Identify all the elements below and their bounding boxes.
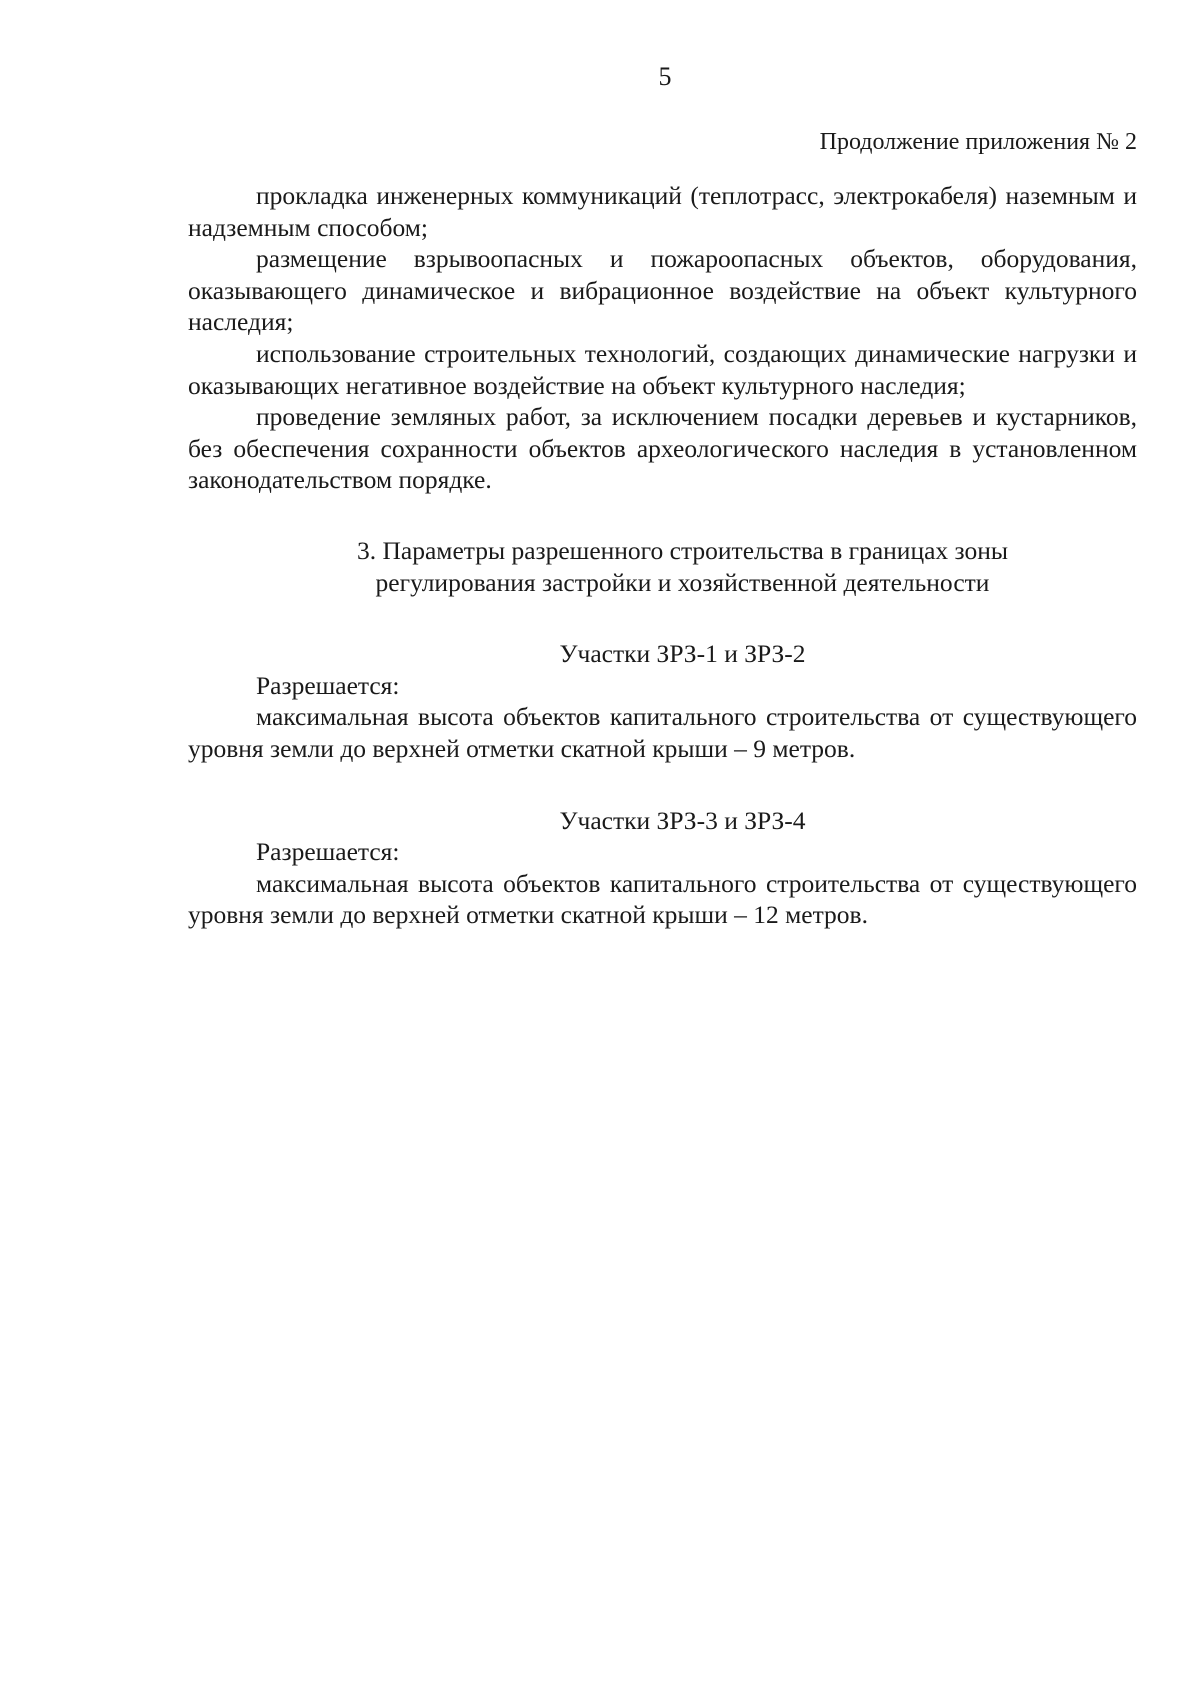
section-heading-line-1: 3. Параметры разрешенного строительства в границах зоны bbox=[357, 535, 1008, 565]
restriction-paragraph: размещение взрывоопасных и пожароопасных объектов, оборудования, оказывающего динамическое и вибрационное воздействие на объект культурного наследия; bbox=[188, 244, 1137, 337]
zone-heading: Участки ЗРЗ-3 и ЗРЗ-4 bbox=[559, 805, 806, 835]
page-number: 5 bbox=[658, 62, 672, 91]
zone-heading: Участки ЗРЗ-1 и ЗРЗ-2 bbox=[559, 639, 806, 669]
section-heading-line-2: регулирования застройки и хозяйственной деятельности bbox=[375, 567, 990, 597]
zone-parameter-text: максимальная высота объектов капитального строительства от существующего уровня земли до верхней отметки скатной крыши – 9 метров. bbox=[188, 702, 1137, 763]
section-heading bbox=[188, 535, 1137, 598]
restriction-paragraph: прокладка инженерных коммуникаций (теплотрасс, электрокабеля) наземным и надземным способом; bbox=[188, 181, 1137, 242]
restriction-paragraph: использование строительных технологий, создающих динамические нагрузки и оказывающих негативное воздействие на объект культурного наследия; bbox=[188, 338, 1137, 400]
permitted-label: Разрешается: bbox=[256, 837, 400, 867]
zone-parameter-text: максимальная высота объектов капитального строительства от существующего уровня земли до верхней отметки скатной крыши – 12 метров. bbox=[188, 868, 1137, 930]
document-body bbox=[188, 180, 1137, 931]
appendix-note: Продолжение приложения № 2 bbox=[819, 129, 1137, 155]
restriction-paragraph: проведение земляных работ, за исключением посадки деревьев и кустарников, без обеспечения сохранности объектов археологического наследия в установленном законодательством порядке. bbox=[188, 402, 1137, 495]
permitted-label: Разрешается: bbox=[256, 670, 400, 700]
